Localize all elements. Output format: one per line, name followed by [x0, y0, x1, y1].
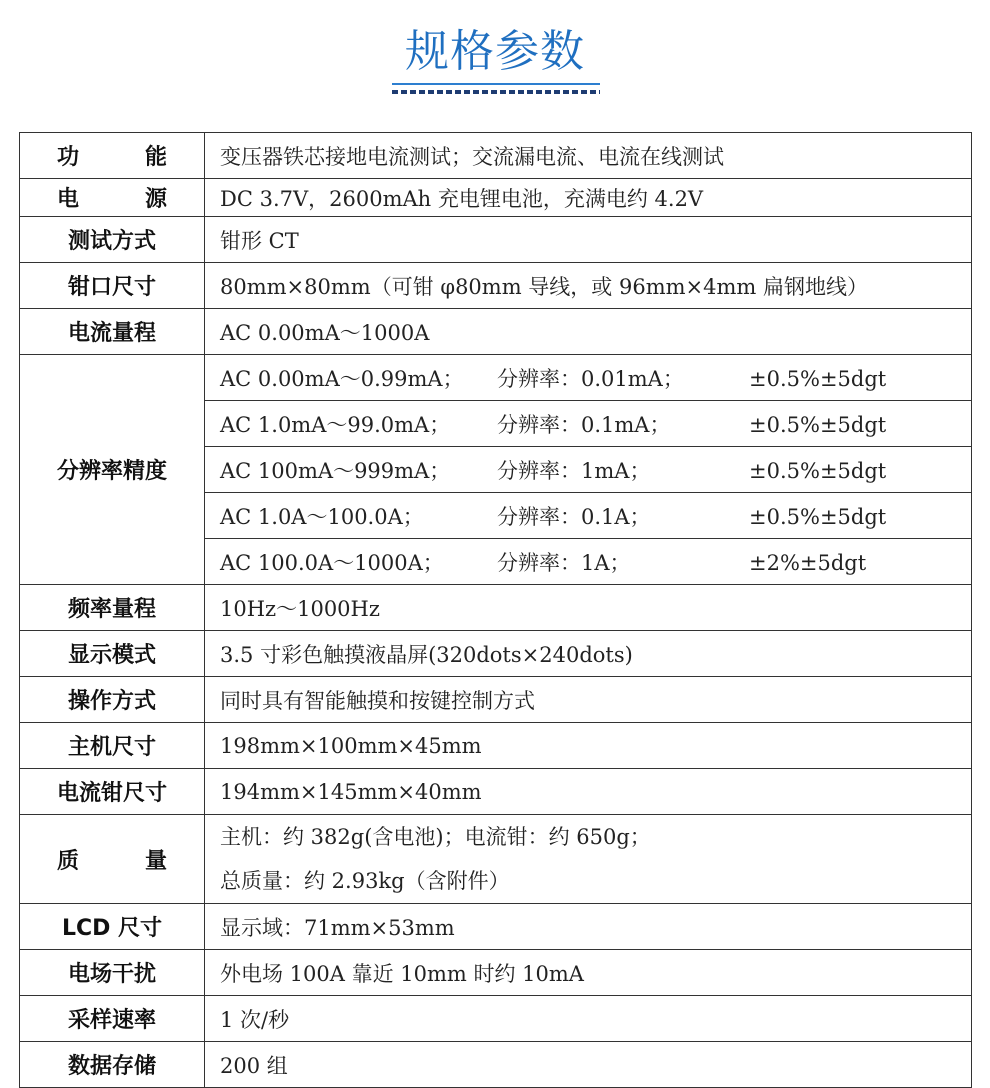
row-label: 主机尺寸: [20, 723, 205, 769]
resolution-range: AC 100mA～999mA；: [220, 458, 451, 483]
table-row: [20, 585, 972, 631]
table-row: [20, 996, 972, 1042]
row-label: 显示模式: [20, 631, 205, 677]
resolution-item: [205, 493, 972, 539]
table-row: [20, 631, 972, 677]
row-value: 同时具有智能触摸和按键控制方式: [205, 677, 972, 723]
spec-table: [19, 132, 972, 1088]
resolution-item: [205, 447, 972, 493]
resolution-item: [205, 401, 972, 447]
resolution-step: 分辨率：1A；: [497, 550, 631, 575]
row-label: 电场干扰: [20, 950, 205, 996]
table-row: [20, 904, 972, 950]
row-label: 采样速率: [20, 996, 205, 1042]
resolution-step: 分辨率：0.01mA；: [497, 366, 684, 391]
row-value: [205, 815, 972, 904]
row-label: 电 源: [20, 179, 205, 217]
table-row: [20, 355, 972, 401]
resolution-accuracy: ±0.5%±5dgt: [749, 504, 887, 529]
mass-line: 主机：约 382g(含电池)；电流钳：约 650g；: [220, 825, 651, 849]
row-label: 测试方式: [20, 217, 205, 263]
row-value: 200 组: [205, 1042, 972, 1088]
row-label: 电流量程: [20, 309, 205, 355]
resolution-accuracy: ±0.5%±5dgt: [749, 412, 887, 437]
resolution-item: [205, 539, 972, 585]
row-value: 198mm×100mm×45mm: [205, 723, 972, 769]
table-row: [20, 723, 972, 769]
resolution-step: 分辨率：1mA；: [497, 458, 651, 483]
row-value: AC 0.00mA～1000A: [205, 309, 972, 355]
table-row: [20, 677, 972, 723]
resolution-step: 分辨率：0.1mA；: [497, 412, 671, 437]
row-label: 功 能: [20, 133, 205, 179]
page-header: [0, 0, 990, 110]
title-dotted-rule: [392, 90, 600, 94]
table-row: [20, 179, 972, 217]
row-value: 80mm×80mm（可钳 φ80mm 导线，或 96mm×4mm 扁钢地线）: [205, 263, 972, 309]
row-label: 电流钳尺寸: [20, 769, 205, 815]
mass-line: 总质量：约 2.93kg（含附件）: [220, 869, 510, 893]
resolution-item: [205, 355, 972, 401]
table-row: [20, 815, 972, 904]
row-label: 操作方式: [20, 677, 205, 723]
row-value: 外电场 100A 靠近 10mm 时约 10mA: [205, 950, 972, 996]
row-value: 显示域：71mm×53mm: [205, 904, 972, 950]
row-value: 钳形 CT: [205, 217, 972, 263]
resolution-step: 分辨率：0.1A；: [497, 504, 651, 529]
row-label: 频率量程: [20, 585, 205, 631]
row-label: 钳口尺寸: [20, 263, 205, 309]
page-title: 规格参数: [405, 26, 585, 77]
row-value: 3.5 寸彩色触摸液晶屏(320dots×240dots): [205, 631, 972, 677]
resolution-range: AC 0.00mA～0.99mA；: [220, 366, 464, 391]
table-row: [20, 1042, 972, 1088]
row-label: LCD 尺寸: [20, 904, 205, 950]
table-row: [20, 309, 972, 355]
row-value: DC 3.7V，2600mAh 充电锂电池，充满电约 4.2V: [205, 179, 972, 217]
table-row: [20, 769, 972, 815]
table-row: [20, 217, 972, 263]
table-row: [20, 133, 972, 179]
resolution-range: AC 100.0A～1000A；: [220, 550, 444, 575]
table-row: [20, 950, 972, 996]
resolution-accuracy: ±0.5%±5dgt: [749, 458, 887, 483]
title-underline: [392, 83, 600, 85]
resolution-accuracy: ±2%±5dgt: [749, 550, 867, 575]
resolution-accuracy: ±0.5%±5dgt: [749, 366, 887, 391]
row-label: 质 量: [20, 815, 205, 904]
table-row: [20, 263, 972, 309]
row-value: 194mm×145mm×40mm: [205, 769, 972, 815]
row-value: 变压器铁芯接地电流测试；交流漏电流、电流在线测试: [205, 133, 972, 179]
row-label: 分辨率精度: [20, 355, 205, 585]
row-value: 1 次/秒: [205, 996, 972, 1042]
row-label: 数据存储: [20, 1042, 205, 1088]
resolution-range: AC 1.0A～100.0A；: [220, 504, 424, 529]
resolution-range: AC 1.0mA～99.0mA；: [220, 412, 451, 437]
row-value: 10Hz～1000Hz: [205, 585, 972, 631]
